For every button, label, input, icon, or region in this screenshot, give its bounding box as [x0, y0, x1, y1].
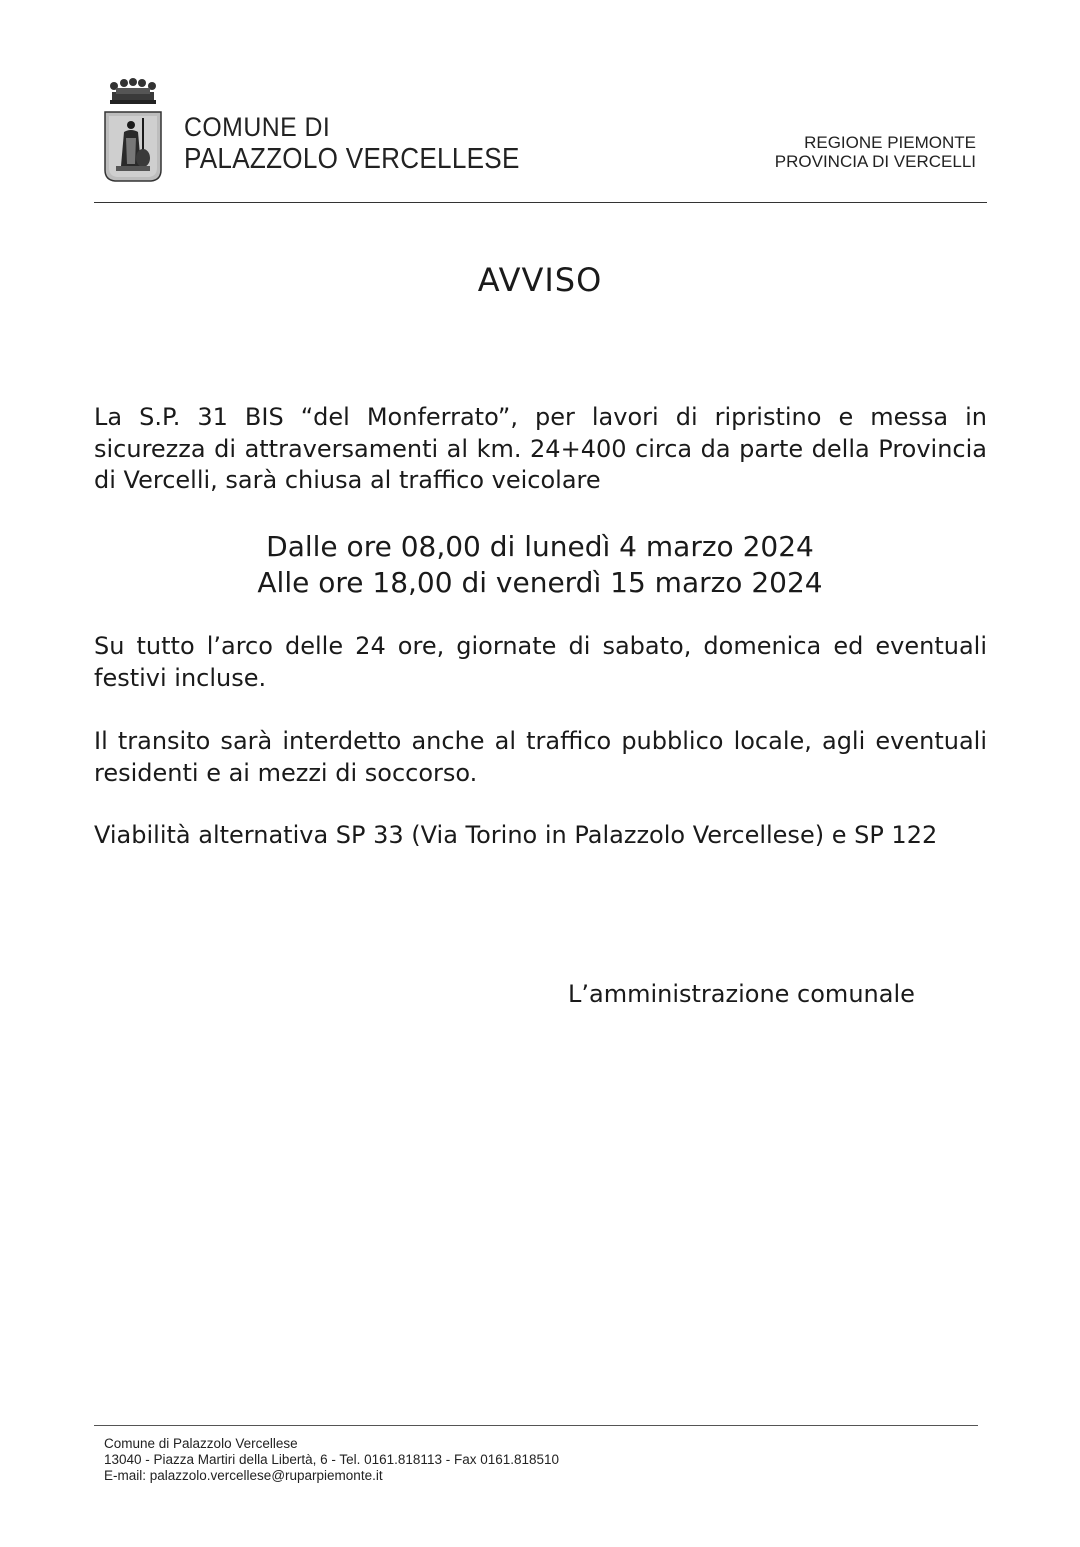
municipality-name — [184, 112, 557, 175]
region-province-block — [775, 133, 976, 171]
notice-paragraph-alternative-route: Viabilità alternativa SP 33 (Via Torino in Palazzolo Vercellese) e SP 122 — [94, 821, 938, 849]
closure-dates — [0, 529, 1080, 601]
notice-paragraph-closure: La S.P. 31 BIS “del Monferrato”, per lavori di ripristino e messa in sicurezza di attraversamenti al km. 24+400 circa da parte della Provincia di Vercelli, sarà chiusa al traffico veicolare — [94, 403, 987, 494]
footer — [104, 1436, 559, 1484]
closure-date-to: Alle ore 18,00 di venerdì 15 marzo 2024 — [257, 566, 823, 599]
region-name: REGIONE PIEMONTE — [804, 133, 976, 152]
province-name: PROVINCIA DI VERCELLI — [774, 152, 976, 171]
closure-date-from: Dalle ore 08,00 di lunedì 4 marzo 2024 — [266, 530, 814, 563]
notice-paragraph-hours: Su tutto l’arco delle 24 ore, giornate di sabato, domenica ed eventuali festivi incluse. — [94, 632, 987, 692]
signature: L’amministrazione comunale — [568, 980, 915, 1008]
footer-divider — [94, 1425, 978, 1426]
footer-line-email: E-mail: palazzolo.vercellese@ruparpiemonte.it — [104, 1468, 383, 1483]
notice-paragraph-transit: Il transito sarà interdetto anche al traffico pubblico locale, agli eventuali residenti e ai mezzi di soccorso. — [94, 727, 987, 787]
header-divider — [94, 202, 987, 203]
municipality-name-line1: COMUNE DI — [184, 112, 331, 142]
coat-of-arms-icon — [104, 78, 162, 184]
notice-title: AVVISO — [477, 261, 603, 299]
municipality-name-line2: PALAZZOLO VERCELLESE — [184, 143, 520, 175]
footer-line-address: 13040 - Piazza Martiri della Libertà, 6 - Tel. 0161.818113 - Fax 0161.818510 — [104, 1452, 560, 1467]
footer-line-name: Comune di Palazzolo Vercellese — [104, 1436, 298, 1451]
